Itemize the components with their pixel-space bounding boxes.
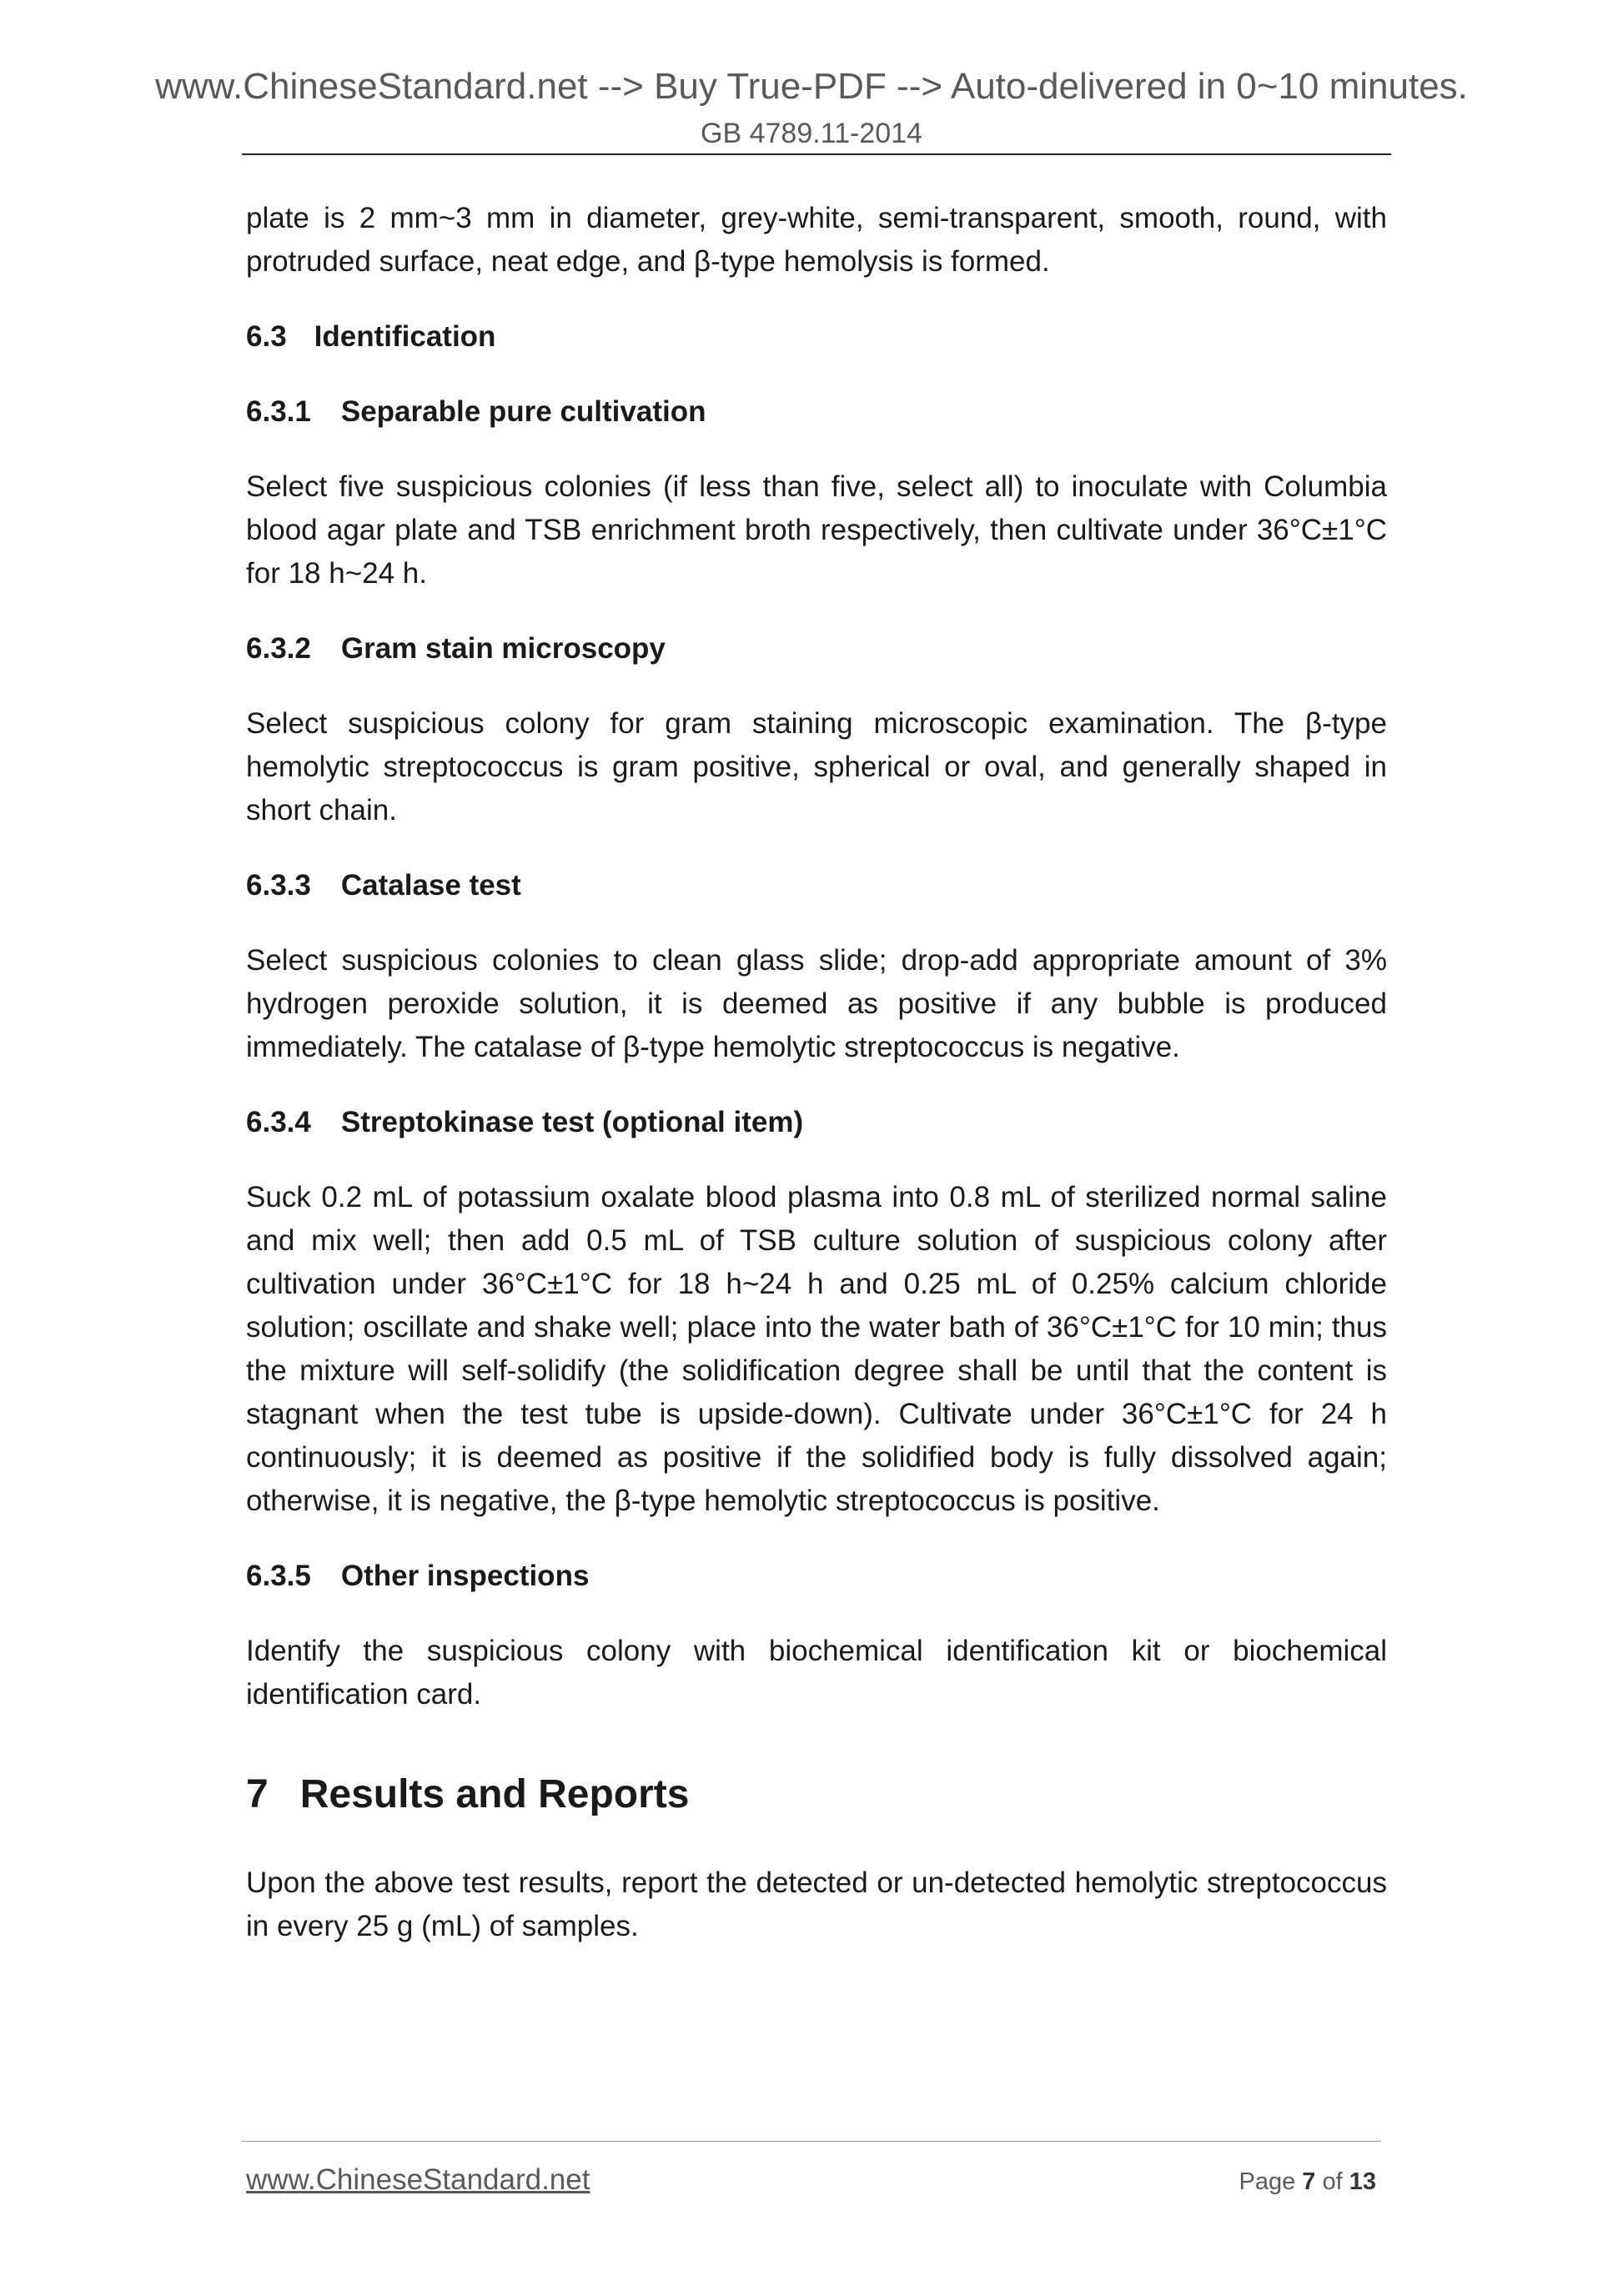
document-body — [246, 197, 1387, 1980]
section-heading-6-3 — [246, 315, 1387, 359]
standard-number: GB 4789.11-2014 — [701, 118, 922, 149]
footer-divider — [242, 2141, 1381, 2142]
section-title: Streptokinase test (optional item) — [340, 1106, 804, 1138]
section-number: 6.3.1 — [246, 395, 311, 428]
page-of: of — [1322, 2168, 1343, 2195]
page-prefix: Page — [1239, 2168, 1296, 2195]
section-paragraph-6-3-3: Select suspicious colonies to clean glass slide; drop-add appropriate amount of 3% hydrogen peroxide solution, it is deemed as positive if any bubble is produced immediately. The catalase of β-type hemolytic streptococcus is negative. — [246, 944, 1387, 1063]
section-paragraph-6-3-5: Identify the suspicious colony with biochemical identification kit or biochemical identification card. — [246, 1635, 1387, 1711]
section-heading-6-3-3 — [246, 864, 1387, 907]
section-paragraph-6-3-1: Select five suspicious colonies (if less than five, select all) to inoculate with Columbia blood agar plate and TSB enrichment broth respectively, then cultivate under 36°C±1°C for 18 h~24 h. — [246, 470, 1387, 590]
section-number: 7 — [246, 1772, 269, 1816]
section-number: 6.3.4 — [246, 1106, 311, 1138]
section-title: Other inspections — [340, 1560, 590, 1592]
section-heading-7 — [246, 1770, 1387, 1820]
section-paragraph-7: Upon the above test results, report the detected or un-detected hemolytic streptococcus in every 25 g (mL) of samples. — [246, 1866, 1387, 1942]
page-indicator — [1239, 2167, 1376, 2197]
header-banner: www.ChineseStandard.net --> Buy True-PDF --> Auto-delivered in 0~10 minutes. — [155, 66, 1468, 107]
footer-site-link[interactable]: www.ChineseStandard.net — [246, 2163, 590, 2196]
page-total: 13 — [1349, 2168, 1376, 2195]
section-number: 6.3.3 — [246, 869, 311, 902]
page-current: 7 — [1302, 2168, 1316, 2195]
section-number: 6.3.2 — [246, 632, 311, 665]
section-title: Gram stain microscopy — [340, 632, 666, 665]
header-divider — [242, 153, 1391, 155]
section-title: Separable pure cultivation — [340, 395, 706, 428]
section-paragraph-6-3-2: Select suspicious colony for gram staining microscopic examination. The β-type hemolytic streptococcus is gram positive, spherical or oval, and generally shaped in short chain. — [246, 707, 1387, 826]
intro-paragraph: plate is 2 mm~3 mm in diameter, grey-white, semi-transparent, smooth, round, with protruded surface, neat edge, and β-type hemolysis is formed. — [246, 202, 1387, 278]
section-heading-6-3-1 — [246, 390, 1387, 434]
section-heading-6-3-5 — [246, 1555, 1387, 1598]
section-number: 6.3 — [246, 320, 287, 353]
section-number: 6.3.5 — [246, 1560, 311, 1592]
section-heading-6-3-4 — [246, 1101, 1387, 1144]
section-title: Results and Reports — [299, 1772, 690, 1816]
section-paragraph-6-3-4: Suck 0.2 mL of potassium oxalate blood plasma into 0.8 mL of sterilized normal saline and mix well; then add 0.5 mL of TSB culture solution of suspicious colony after cultivation under 36°C±1°C for 18 h~24 h and 0.25 mL of 0.25% calcium chloride solution; oscillate and shake well; place into the water bath of 36°C±1°C for 10 min; thus the mixture will self-solidify (the solidification degree shall be until that the content is stagnant when the test tube is upside-down). Cultivate under 36°C±1°C for 24 h continuously; it is deemed as positive if the solidified body is fully dissolved again; otherwise, it is negative, the β-type hemolytic streptococcus is positive. — [246, 1181, 1387, 1517]
section-title: Catalase test — [340, 869, 521, 902]
section-title: Identification — [314, 320, 496, 353]
section-heading-6-3-2 — [246, 627, 1387, 671]
